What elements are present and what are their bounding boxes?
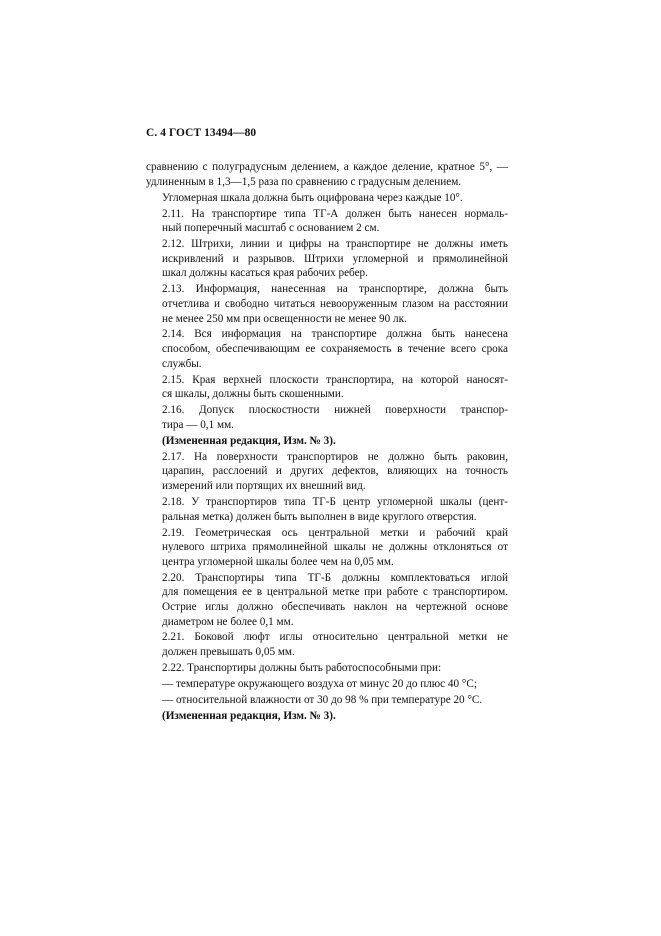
text-line: 2.16. Допуск плоскостности нижней поверхности транспор- [162, 404, 508, 417]
text-line: искривлений и разрывов. Штрихи угломерной и прямолинейной [162, 252, 508, 265]
text-line: измерений или портящих их внешний вид. [162, 479, 366, 492]
text-line: тира — 0,1 мм. [162, 418, 234, 431]
text-line: (Измененная редакция, Изм. № 3). [162, 434, 336, 447]
paragraph [146, 661, 508, 676]
paragraph [146, 693, 508, 708]
page-header: С. 4 ГОСТ 13494—80 [146, 127, 257, 139]
text-line: царапин, расслоений и других дефектов, влияющих на точность [162, 465, 508, 478]
paragraph [146, 327, 508, 371]
paragraph [146, 630, 508, 659]
text-line: службы. [162, 357, 202, 370]
text-line: не менее 250 мм при освещенности не менее 90 лк. [162, 312, 407, 325]
paragraph [146, 160, 508, 189]
text-line: 2.17. На поверхности транспортиров не должно быть раковин, [162, 450, 508, 463]
text-line: 2.11. На транспортире типа ТГ-А должен быть нанесен нормаль- [162, 207, 508, 220]
paragraph [146, 207, 508, 236]
text-line: удлиненным в 1,3—1,5 раза по сравнению с градусным делением. [146, 175, 462, 188]
text-line: ральная метка) должен быть выполнен в виде круглого отверстия. [162, 510, 477, 523]
text-line: 2.14. Вся информация на транспортире должна быть нанесена [162, 328, 508, 341]
text-line: должен превышать 0,05 мм. [162, 646, 295, 659]
text-line: 2.18. У транспортиров типа ТГ-Б центр угломерной шкалы (цент- [162, 495, 508, 508]
text-line: нулевого штриха прямолинейной шкалы не должны отклоняться от [162, 541, 508, 554]
text-line: способом, обеспечивающим ее сохраняемость в течение всего срока [162, 343, 508, 356]
text-line: шкал должны касаться края рабочих ребер. [162, 267, 368, 280]
text-line: 2.21. Боковой люфт иглы относительно центральной метки не [162, 631, 508, 644]
text-line: (Измененная редакция, Изм. № 3). [162, 710, 336, 723]
paragraph [146, 677, 508, 692]
text-line: диаметром не более 0,1 мм. [162, 615, 294, 628]
paragraph [146, 282, 508, 326]
paragraph [146, 526, 508, 570]
document-page [146, 126, 508, 725]
paragraph [146, 450, 508, 494]
paragraph [146, 571, 508, 629]
text-line: отчетлива и свободно читаться невооруженным глазом на расстоянии [162, 297, 508, 310]
amendment-note [146, 434, 508, 449]
text-line: 2.13. Информация, нанесенная на транспортире, должна быть [162, 283, 508, 296]
text-line: центра угломерной шкалы более чем на 0,05 мм. [162, 555, 394, 568]
text-line: 2.20. Транспортиры типа ТГ-Б должны комплектоваться иглой [162, 571, 508, 584]
paragraph [146, 191, 508, 206]
text-line: сравнению с полуградусным делением, а каждое деление, кратное 5°, — [146, 161, 508, 173]
text-line: Угломерная шкала должна быть оцифрована через каждые 10°. [162, 191, 463, 204]
text-line: для помещения ее в центральной метке при работе с транспортиром. [162, 586, 508, 599]
text-line: ся шкалы, должны быть скошенными. [162, 388, 344, 401]
text-line: Острие иглы должно обеспечивать наклон на чертежной основе [162, 600, 508, 613]
text-line: — температуре окружающего воздуха от минус 20 до плюс 40 °С; [162, 678, 477, 691]
paragraph [146, 373, 508, 402]
amendment-note [146, 709, 508, 724]
text-line: — относительной влажности от 30 до 98 % при температуре 20 °С. [162, 694, 483, 707]
paragraph [146, 403, 508, 432]
text-line: 2.22. Транспортиры должны быть работоспособными при: [162, 662, 442, 675]
text-line: 2.15. Края верхней плоскости транспортира, на которой наносят- [162, 373, 508, 386]
document-body [146, 160, 508, 724]
text-line: 2.19. Геометрическая ось центральной метки и рабочий край [162, 526, 508, 539]
paragraph [146, 495, 508, 524]
text-line: ный поперечный масштаб с основанием 2 см. [162, 222, 380, 235]
paragraph [146, 237, 508, 281]
text-line: 2.12. Штрихи, линии и цифры на транспортире не должны иметь [162, 238, 508, 251]
